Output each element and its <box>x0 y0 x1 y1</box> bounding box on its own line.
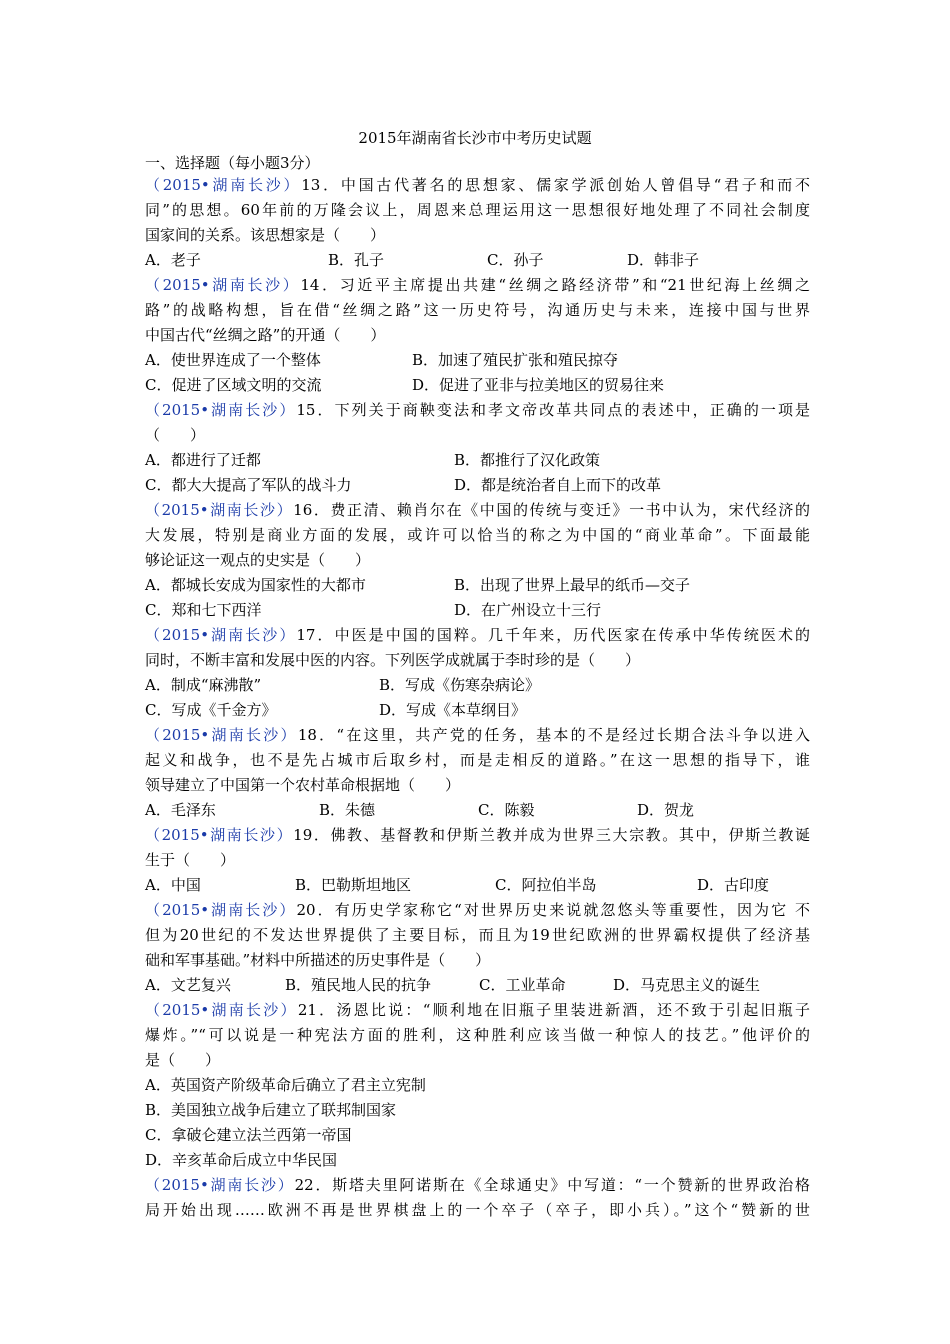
question-18-options <box>145 798 810 823</box>
question-source: （2015•湖南长沙） <box>145 726 298 744</box>
option-d: D．古印度 <box>697 876 770 894</box>
question-14-options-row-1 <box>145 348 810 373</box>
option-b: B．朱德 <box>319 801 376 819</box>
option-c: C．郑和七下西洋 <box>145 601 262 619</box>
option-a: A．毛泽东 <box>145 801 216 819</box>
question-18-line-1: （2015•湖南长沙）18．“在这里，共产党的任务，基本的不是经过长期合法斗争以进入 <box>145 726 810 744</box>
question-18-line-2: 起义和战争，也不是先占城市后取乡村，而是走相反的道路。”在这一思想的指导下，谁 <box>145 751 810 769</box>
question-20-line-3: 础和军事基础。”材料中所描述的历史事件是（ ） <box>145 951 491 969</box>
option-a: A．老子 <box>145 251 201 269</box>
option-d: D．在广州设立十三行 <box>454 601 602 619</box>
question-21-line-1: （2015•湖南长沙）21．汤恩比说：“顺利地在旧瓶子里装进新酒，还不致于引起旧瓶子 <box>145 1001 810 1019</box>
option-c: C．阿拉伯半岛 <box>495 876 597 894</box>
question-17-options-row-2 <box>145 698 810 723</box>
option-d: D．贺龙 <box>637 801 695 819</box>
question-16-line-2: 大发展，特别是商业方面的发展，或许可以恰当的称之为中国的“商业革命”。下面最能 <box>145 526 810 544</box>
question-source: （2015•湖南长沙） <box>145 626 297 644</box>
option-a: A．文艺复兴 <box>145 976 231 994</box>
question-source: （2015•湖南长沙） <box>145 901 297 919</box>
question-14-line-3: 中国古代“丝绸之路”的开通（ ） <box>145 326 386 344</box>
question-22-line-1: （2015•湖南长沙）22．斯塔夫里阿诺斯在《全球通史》中写道：“一个赞新的世界政治格 <box>145 1176 810 1194</box>
option-c: C．陈毅 <box>478 801 535 819</box>
question-16-options-row-1 <box>145 573 810 598</box>
question-22-line-2: 局开始出现……欧洲不再是世界棋盘上的一个卒子（卒子，即小兵）。”这个“赞新的世 <box>145 1201 810 1219</box>
question-13-line-1: （2015•湖南长沙）13．中国古代著名的思想家、儒家学派创始人曾倡导“君子和而不 <box>145 176 810 194</box>
option-a: A．都进行了迁都 <box>145 451 261 469</box>
question-source: （2015•湖南长沙） <box>145 276 301 294</box>
question-source: （2015•湖南长沙） <box>145 1001 298 1019</box>
question-14-options-row-2 <box>145 373 810 398</box>
question-15-line-1: （2015•湖南长沙）15．下列关于商鞅变法和孝文帝改革共同点的表述中，正确的一项是 <box>145 401 810 419</box>
question-13-line-2: 同”的思想。60年前的万隆会议上，周恩来总理运用这一思想很好地处理了不同社会制度 <box>145 201 810 219</box>
option-c: C．孙子 <box>487 251 544 269</box>
question-16-options-row-2 <box>145 598 810 623</box>
question-17-line-1: （2015•湖南长沙）17．中医是中国的国粹。几千年来，历代医家在传承中华传统医术的 <box>145 626 810 644</box>
question-source: （2015•湖南长沙） <box>145 501 294 519</box>
option-b: B．巴勒斯坦地区 <box>295 876 412 894</box>
question-13-line-3: 国家间的关系。该思想家是（ ） <box>145 226 386 244</box>
option-b: B．孔子 <box>328 251 385 269</box>
option-a: A．英国资产阶级革命后确立了君主立宪制 <box>145 1076 426 1094</box>
option-b: B．殖民地人民的抗争 <box>285 976 432 994</box>
exam-title: 2015年湖南省长沙市中考历史试题 <box>358 129 592 147</box>
question-14-line-1: （2015•湖南长沙）14．习近平主席提出共建“丝绸之路经济带”和“21世纪海上丝绸之 <box>145 276 810 294</box>
question-20-options <box>145 973 810 998</box>
question-source: （2015•湖南长沙） <box>145 176 302 194</box>
question-17-line-2: 同时，不断丰富和发展中医的内容。下列医学成就属于李时珍的是（ ） <box>145 651 641 669</box>
option-c: C．工业革命 <box>479 976 566 994</box>
option-d: D．都是统治者自上而下的改革 <box>454 476 662 494</box>
question-source: （2015•湖南长沙） <box>145 826 294 844</box>
question-source: （2015•湖南长沙） <box>145 401 297 419</box>
option-d: D．马克思主义的诞生 <box>613 976 761 994</box>
question-21-line-3: 是（ ） <box>145 1051 221 1069</box>
question-15-options-row-1 <box>145 448 810 473</box>
option-b: B．写成《伤寒杂病论》 <box>379 676 541 694</box>
question-source: （2015•湖南长沙） <box>145 1176 295 1194</box>
option-c: C．写成《千金方》 <box>145 701 277 719</box>
option-c: C．促进了区域文明的交流 <box>145 376 322 394</box>
question-14-line-2: 路”的战略构想，旨在借“丝绸之路”这一历史符号，沟通历史与未来，连接中国与世界 <box>145 301 810 319</box>
option-a: A．制成“麻沸散” <box>145 676 262 694</box>
question-21-line-2: 爆炸。”“可以说是一种宪法方面的胜利，这种胜利应该当做一种惊人的技艺。”他评价的 <box>145 1026 810 1044</box>
question-15-options-row-2 <box>145 473 810 498</box>
question-18-line-3: 领导建立了中国第一个农村革命根据地（ ） <box>145 776 461 794</box>
question-20-line-2: 但为20世纪的不发达世界提供了主要目标，而且为19世纪欧洲的世界霸权提供了经济基 <box>145 926 810 944</box>
question-19-options <box>145 873 810 898</box>
option-d: D．写成《本草纲目》 <box>379 701 527 719</box>
option-c: C．都大大提高了军队的战斗力 <box>145 476 352 494</box>
option-a: A．中国 <box>145 876 201 894</box>
option-d: D．促进了亚非与拉美地区的贸易往来 <box>412 376 665 394</box>
question-17-options-row-1 <box>145 673 810 698</box>
question-19-line-2: 生于（ ） <box>145 851 236 869</box>
option-d: D．韩非子 <box>627 251 700 269</box>
question-19-line-1: （2015•湖南长沙）19．佛教、基督教和伊斯兰教并成为世界三大宗教。其中，伊斯兰教诞 <box>145 826 810 844</box>
option-b: B．美国独立战争后建立了联邦制国家 <box>145 1101 397 1119</box>
question-13-options <box>145 248 810 273</box>
question-16-line-3: 够论证这一观点的史实是（ ） <box>145 551 371 569</box>
option-b: B．出现了世界上最早的纸币—交子 <box>454 576 691 594</box>
option-b: B．加速了殖民扩张和殖民掠夺 <box>412 351 619 369</box>
option-b: B．都推行了汉化政策 <box>454 451 601 469</box>
option-a: A．使世界连成了一个整体 <box>145 351 321 369</box>
question-15-line-2: （ ） <box>145 426 206 444</box>
question-20-line-1: （2015•湖南长沙）20．有历史学家称它“对世界历史来说就忽悠头等重要性，因为它 不 <box>145 901 810 919</box>
option-a: A．都城长安成为国家性的大都市 <box>145 576 366 594</box>
question-16-line-1: （2015•湖南长沙）16．费正清、赖肖尔在《中国的传统与变迁》一书中认为，宋代经济的 <box>145 501 810 519</box>
option-d: D．辛亥革命后成立中华民国 <box>145 1151 338 1169</box>
section-heading: 一、选择题（每小题3分） <box>145 154 320 172</box>
option-c: C．拿破仑建立法兰西第一帝国 <box>145 1126 352 1144</box>
